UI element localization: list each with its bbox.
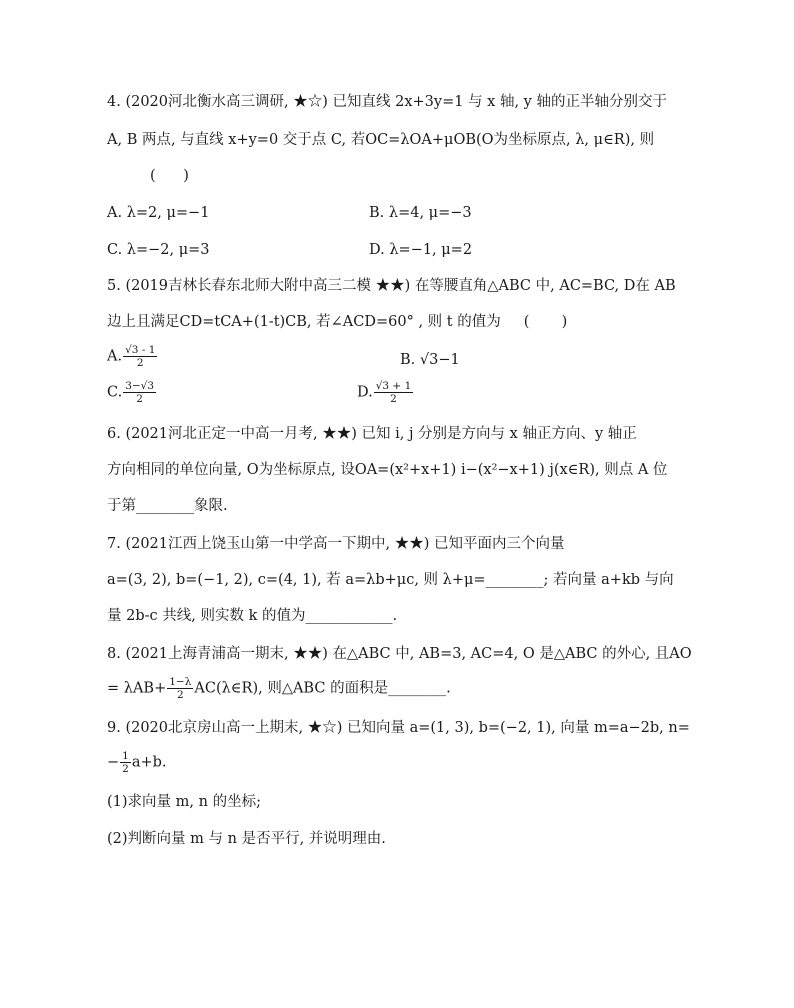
q4-option-a: A. λ=2, μ=−1 — [107, 205, 210, 221]
q9-subquestion-1: (1)求向量 m, n 的坐标; — [107, 794, 261, 810]
q4-option-c: C. λ=−2, μ=3 — [107, 242, 210, 258]
q6-line1: 6. (2021河北正定一中高一月考, ★★) 已知 i, j 分别是方向与 x 轴正方向、y 轴正 — [107, 426, 637, 442]
q5-option-c-fraction: $\frac{3-√3}{2}$ — [125, 380, 155, 405]
q4-option-d: D. λ=−1, μ=2 — [369, 242, 473, 258]
q8-fraction: $\frac{1-\lambda}{2}$ — [169, 676, 192, 701]
q4-option-b: B. λ=4, μ=−3 — [369, 205, 472, 221]
q9-fraction: $\frac{1}{2}$ — [122, 750, 129, 775]
q8-line2: = λAB+ $\frac{1-\lambda}{2}$ AC(λ∈R), 则△ABC 的面积是________. — [107, 676, 451, 701]
q9-line1: 9. (2020北京房山高一上期末, ★☆) 已知向量 a=(1, 3), b=(−2, 1), 向量 m=a−2b, n= — [107, 720, 690, 736]
q5-option-b: B. √3−1 — [400, 352, 460, 368]
q6-line2: 方向相同的单位向量, O为坐标原点, 设OA=(x²+x+1) i−(x²−x+1) j(x∈R), 则点 A 位 — [107, 462, 668, 478]
q5-option-d: D. $\frac{√3 + 1}{2}$ — [357, 380, 412, 405]
q4-answer-paren: ( ) — [150, 168, 189, 184]
q9-subquestion-2: (2)判断向量 m 与 n 是否平行, 并说明理由. — [107, 831, 386, 847]
q7-line1: 7. (2021江西上饶玉山第一中学高一下期中, ★★) 已知平面内三个向量 — [107, 536, 565, 552]
q7-line3: 量 2b-c 共线, 则实数 k 的值为____________. — [107, 608, 398, 624]
q5-option-c: C. $\frac{3-√3}{2}$ — [107, 380, 155, 405]
q5-option-a: A. $\frac{√3 - 1}{2}$ — [107, 344, 156, 369]
q7-line2: a=(3, 2), b=(−1, 2), c=(4, 1), 若 a=λb+μc, 则 λ+μ=________; 若向量 a+kb 与向 — [107, 572, 674, 588]
q5-option-a-fraction: $\frac{√3 - 1}{2}$ — [125, 344, 156, 369]
q4-line1: 4. (2020河北衡水高三调研, ★☆) 已知直线 2x+3y=1 与 x 轴, y 轴的正半轴分别交于 — [107, 94, 667, 110]
q5-option-d-fraction: $\frac{√3 + 1}{2}$ — [375, 380, 412, 405]
q8-line1: 8. (2021上海青浦高一期末, ★★) 在△ABC 中, AB=3, AC=4, O 是△ABC 的外心, 且AO — [107, 646, 692, 662]
q5-line2: 边上且满足CD=tCA+(1-t)CB, 若∠ACD=60° , 则 t 的值为 ( ) — [107, 314, 568, 330]
q6-line3: 于第________象限. — [107, 498, 228, 514]
q5-line1: 5. (2019吉林长春东北师大附中高三二模 ★★) 在等腰直角△ABC 中, AC=BC, D在 AB — [107, 278, 676, 294]
q4-line2: A, B 两点, 与直线 x+y=0 交于点 C, 若OC=λOA+μOB(O为坐标原点, λ, μ∈R), 则 — [107, 132, 655, 148]
q9-line2: − $\frac{1}{2}$ a+b. — [107, 750, 167, 775]
